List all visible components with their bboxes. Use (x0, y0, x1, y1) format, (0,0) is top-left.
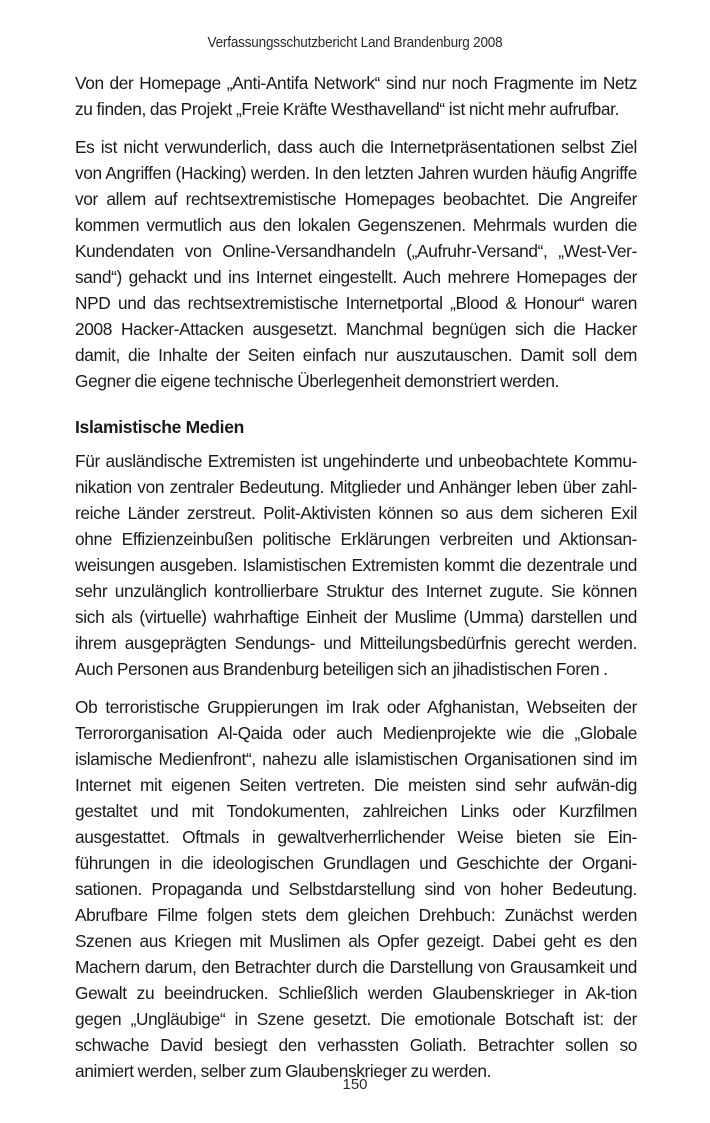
paragraph: Von der Homepage „Anti-Antifa Network“ sind nur noch Fragmente im Netz zu finden, das Projekt „Freie Kräfte Westhavelland“ ist nicht mehr aufrufbar. (75, 73, 637, 119)
paragraph: Es ist nicht verwunderlich, dass auch die Internetpräsentationen selbst Ziel von Angriffen (Hacking) werden. In den letzten Jahren wurden häufig Angriffe vor allem auf rechtsextremistische Homepages beobachtet. Die Angreifer kommen vermutlich aus den lokalen Gegenszenen. Mehrmals wurden die Kundendaten von Online-Versandhandeln („Aufruhr-Versand“, „West-Ver-sand“) gehackt und ins Internet eingestellt. Auch mehrere Homepages der NPD und das rechtsextremistische Internetportal „Blood & Honour“ waren 2008 Hacker-Attacken ausgesetzt. Manchmal begnügen sich die Hacker damit, die Inhalte der Seiten einfach nur auszutauschen. Damit soll dem Gegner die eigene technische Überlegenheit demonstriert werden. (75, 137, 637, 391)
page-number: 150 (342, 1076, 368, 1093)
body-text (75, 70, 637, 1096)
paragraph: Ob terroristische Gruppierungen im Irak oder Afghanistan, Webseiten der Terrororganisation Al-Qaida oder auch Medienprojekte wie die „Globale islamische Medienfront“, nahezu alle islamistischen Organisationen sind im Internet mit eigenen Seiten vertreten. Die meisten sind sehr aufwän-dig gestaltet und mit Tondokumenten, zahlreichen Links oder Kurzfilmen ausgestattet. Oftmals in gewaltverherrlichender Weise bieten sie Ein-führungen in die ideologischen Grundlagen und Geschichte der Organi-sationen. Propaganda und Selbstdarstellung sind von hoher Bedeutung. Abrufbare Filme folgen stets dem gleichen Drehbuch: Zunächst werden Szenen aus Kriegen mit Muslimen als Opfer gezeigt. Dabei geht es den Machern darum, den Betrachter durch die Darstellung von Grausamkeit und Gewalt zu beeindrucken. Schließlich werden Glaubenskrieger in Ak-tion gegen „Ungläubige“ in Szene gesetzt. Die emotionale Botschaft ist: der schwache David besiegt den verhassten Goliath. Betrachter sollen so animiert werden, selber zum Glaubenskrieger zu werden. (75, 697, 637, 1081)
paragraph: Für ausländische Extremisten ist ungehinderte und unbeobachtete Kommu-nikation von zentraler Bedeutung. Mitglieder und Anhänger leben über zahl-reiche Länder zerstreut. Polit-Aktivisten können so aus dem sicheren Exil ohne Effizienzeinbußen politische Erklärungen verbreiten und Aktionsan-weisungen ausgeben. Islamistischen Extremisten kommt die dezentrale und sehr unzulänglich kontrollierbare Struktur des Internet zugute. Sie können sich als (virtuelle) wahrhaftige Einheit der Muslime (Umma) darstellen und ihrem ausgeprägten Sendungs- und Mitteilungsbedürfnis gerecht werden. Auch Personen aus Brandenburg beteiligen sich an jihadistischen Foren . (75, 451, 637, 679)
running-header: Verfassungsschutzbericht Land Brandenburg 2008 (207, 34, 503, 51)
section-heading: Islamistische Medien (75, 417, 245, 437)
